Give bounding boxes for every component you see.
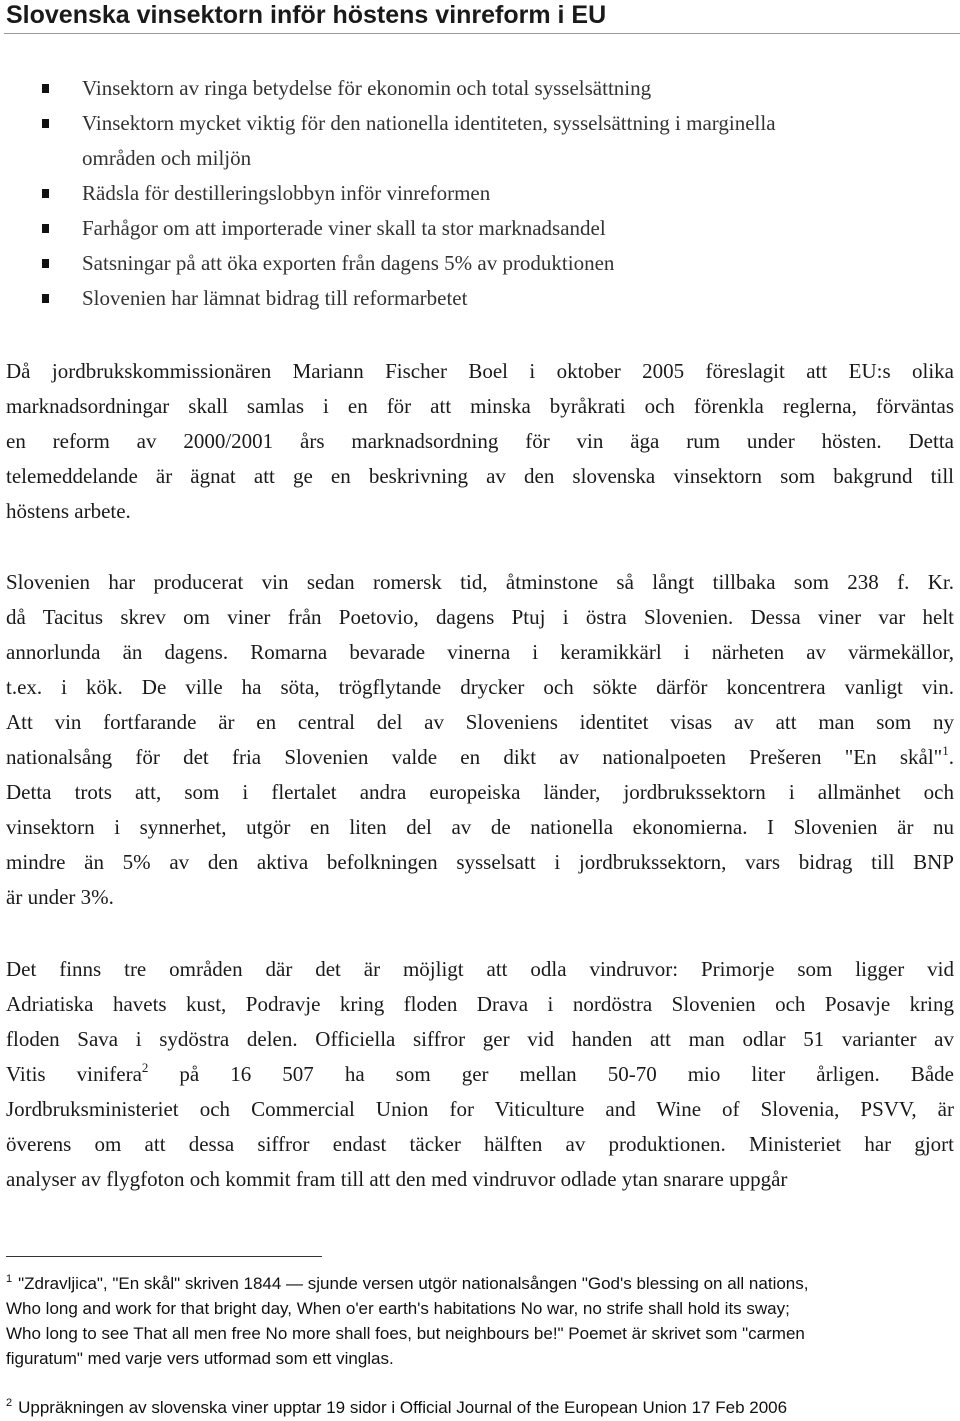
footnote-separator (6, 1256, 322, 1257)
square-bullet-icon (42, 119, 49, 128)
square-bullet-icon (42, 259, 49, 268)
bullet-item: Satsningar på att öka exporten från dagens 5% av produktionen (0, 246, 902, 281)
footnote-number: 2 (6, 1397, 13, 1409)
footnote-ref-2[interactable]: 2 (141, 1060, 149, 1075)
intro-paragraph: Då jordbrukskommissionären Mariann Fischer Boel i oktober 2005 föreslagit att EU:s olika marknadsordningar skall samlas i en för att minska byråkrati och förenkla reglerna, förväntas en reform av 2000/2001 års marknadsordning för vin äga rum under hösten. Detta telemeddelande är ägnat att ge en beskrivning av den slovenska vinsektorn som bakgrund till höstens arbete. (6, 359, 954, 523)
footnote-ref-1[interactable]: 1 (942, 743, 949, 758)
square-bullet-icon (42, 84, 49, 93)
history-paragraph: Slovenien har producerat vin sedan romersk tid, åtminstone så långt tillbaka som 238 f. Kr. då Tacitus skrev om viner från Poetovio, dagens Ptuj i östra Slovenien. Dessa viner var helt annorlunda än dagens. Romarna bevarade vinerna i keramikkärl i närheten av värmekällor, t.ex. i kök. De ville ha söta, trögflytande drycker och sökte därför koncentrera vanligt vin. Att vin fortfarande är en central del av Sloveniens identitet visas av att man som ny nationalsång för det fria Slovenien valde en dikt av nationalpoeten Prešeren "En skål"$^1$. Detta trots att, som i flertalet andra europeiska länder, jordbrukssektorn i allmänhet och vinsektorn i synnerhet, utgör en liten del av de nationella ekonomierna. I Slovenien är nu mindre än 5% av den aktiva befolkningen sysselsatt i jordbrukssektorn, vars bidrag till BNP är under 3%. (6, 570, 954, 909)
footnote-1: $^1$ "Zdravljica", "En skål" skriven 1844 — sjunde versen utgör nationalsången "God's blessing on all nations, Who long and work for that bright day, When o'er earth's habitations No war, no strife shall hold its sway; Who long to see That all men free No more shall foes, but neighbours be!" Poemet är skrivet som "carmen figuratum" med varje vers utformad som ett vinglas. (6, 1273, 809, 1368)
bullet-item: Slovenien har lämnat bidrag till reformarbetet (0, 281, 902, 316)
square-bullet-icon (42, 189, 49, 198)
title-underline (4, 33, 960, 34)
page-title: Slovenska vinsektorn inför höstens vinreform i EU (6, 1, 607, 29)
bullet-item: Rädsla för destilleringslobbyn inför vinreformen (0, 176, 902, 211)
bullet-item: Vinsektorn mycket viktig för den nationella identiteten, sysselsättning i marginella områden och miljön (0, 106, 902, 176)
square-bullet-icon (42, 224, 49, 233)
square-bullet-icon (42, 294, 49, 303)
bullet-item: Vinsektorn av ringa betydelse för ekonomin och total sysselsättning (0, 71, 902, 106)
bullet-item: Farhågor om att importerade viner skall ta stor marknadsandel (0, 211, 902, 246)
summary-bullet-list (0, 71, 902, 316)
footnote-number: 1 (6, 1273, 13, 1285)
footnote-2: $^2$ Uppräkningen av slovenska viner upptar 19 sidor i Official Journal of the European Union 17 Feb 2006 (6, 1397, 788, 1417)
regions-paragraph: Det finns tre områden där det är möjligt att odla vindruvor: Primorje som ligger vid Adriatiska havets kust, Podravje kring floden Drava i nordöstra Slovenien och Posavje kring floden Sava i sydöstra delen. Officiella siffror ger vid handen att man odlar 51 varianter av Vitis vinifera$^2$ på 16 507 ha som ger mellan 50-70 mio liter årligen. Både Jordbruksministeriet och Commercial Union for Viticulture and Wine of Slovenia, PSVV, är överens om att dessa siffror endast täcker hälften av produktionen. Ministeriet har gjort analyser av flygfoton och kommit fram till att den med vindruvor odlade ytan snarare uppgår (6, 957, 954, 1191)
